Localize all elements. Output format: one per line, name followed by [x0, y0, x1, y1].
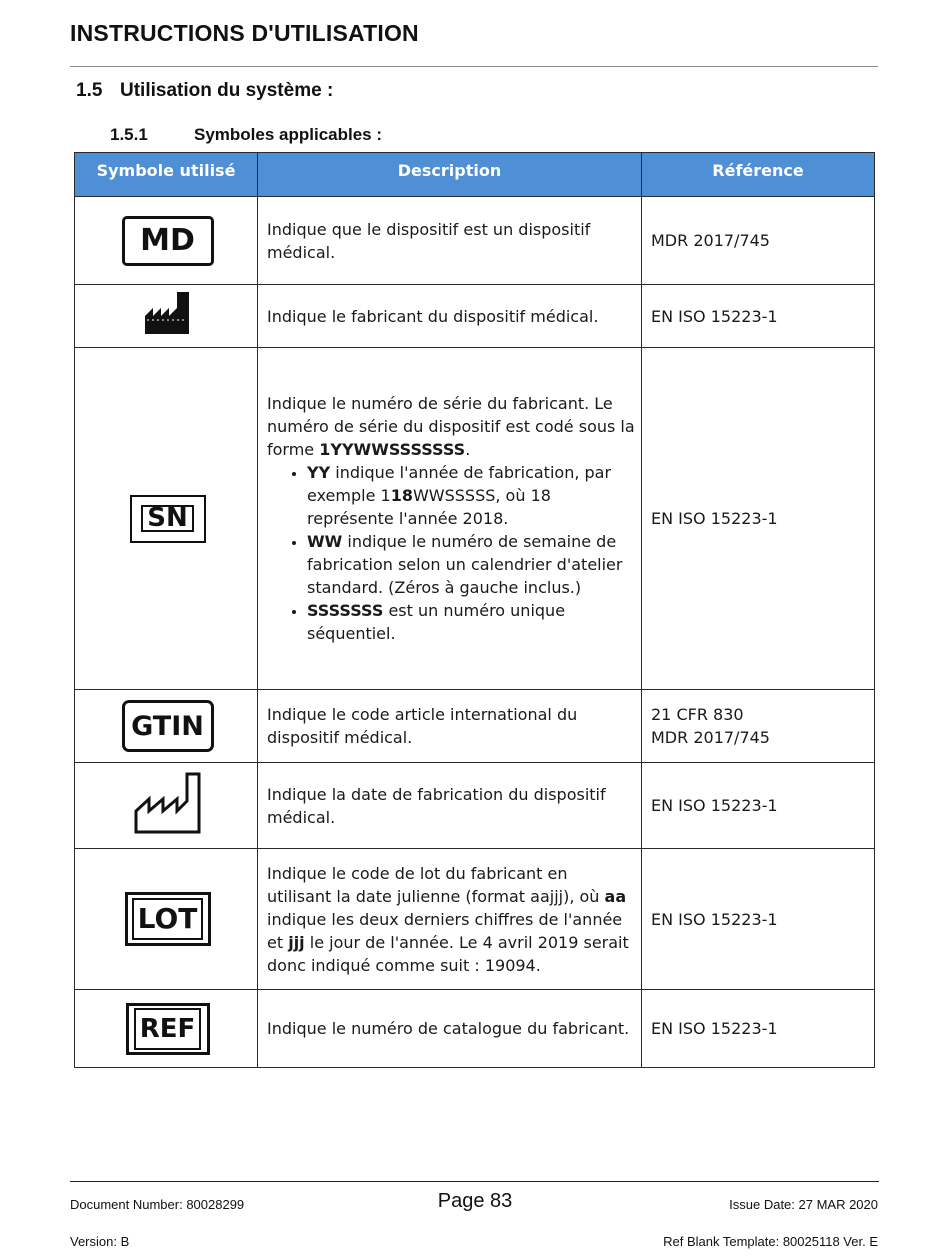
table-row	[75, 849, 875, 990]
row-reference: EN ISO 15223-1	[642, 348, 875, 690]
row-reference: EN ISO 15223-1	[642, 849, 875, 990]
section-number: 1.5	[76, 80, 103, 101]
list-item: • YY indique l'année de fabrication, par exemple 118WWSSSSS, où 18 représente l'année 2018.	[307, 461, 635, 530]
row-description: Indique que le dispositif est un dispositif médical.	[258, 197, 642, 285]
header-reference: Référence	[642, 153, 875, 197]
md-icon: MD	[122, 216, 214, 266]
version: Version: B	[70, 1234, 130, 1249]
manufacturer-icon	[143, 290, 193, 336]
subsection-heading	[110, 125, 382, 145]
row-description: Indique le numéro de catalogue du fabricant.	[258, 990, 642, 1068]
serial-format-list	[267, 461, 635, 645]
table-row	[75, 348, 875, 690]
header-symbol: Symbole utilisé	[75, 153, 258, 197]
date-of-manufacture-icon	[133, 771, 203, 835]
subsection-title: Symboles applicables :	[194, 125, 383, 144]
row-reference: EN ISO 15223-1	[642, 763, 875, 849]
sn-icon: SN	[130, 495, 206, 543]
section-title: Utilisation du système :	[120, 80, 334, 101]
document-number: Document Number: 80028299	[70, 1197, 245, 1212]
page-number: Page 83	[437, 1190, 513, 1212]
list-item: • WW indique le numéro de semaine de fabrication selon un calendrier d'atelier standard. (Zéros à gauche inclus.)	[307, 530, 635, 599]
issue-date: Issue Date: 27 MAR 2020	[729, 1197, 878, 1212]
gtin-icon: GTIN	[122, 700, 214, 752]
row-description: Indique la date de fabrication du dispositif médical.	[258, 763, 642, 849]
table-row	[75, 763, 875, 849]
row-reference: 21 CFR 830 MDR 2017/745	[642, 690, 875, 763]
table-row	[75, 990, 875, 1068]
header-divider	[70, 66, 878, 67]
template-reference: Ref Blank Template: 80025118 Ver. E	[663, 1234, 878, 1249]
header-description: Description	[258, 153, 642, 197]
row-description: Indique le code article international du dispositif médical.	[258, 690, 642, 763]
section-heading	[76, 80, 333, 102]
list-item: • SSSSSSS est un numéro unique séquentiel.	[307, 599, 635, 645]
row-description: Indique le fabricant du dispositif médical.	[258, 285, 642, 348]
subsection-number: 1.5.1	[110, 125, 148, 144]
table-row	[75, 285, 875, 348]
table-row	[75, 690, 875, 763]
footer-divider	[70, 1181, 879, 1182]
row-description: Indique le code de lot du fabricant en utilisant la date julienne (format aajjj), où aa indique les deux derniers chiffres de l'année et jjj le jour de l'année. Le 4 avril 2019 serait donc indiqué comme suit : 19094.	[258, 849, 642, 990]
row-reference: EN ISO 15223-1	[642, 990, 875, 1068]
row-description: Indique le numéro de série du fabricant. Le numéro de série du dispositif est codé sous la forme 1YYWWSSSSSSS. • YY indique l'année de fabrication, par exemple 118WWSSSSS, où 18 représente l'année 2018. • WW indique le numéro de semaine de fabrication selon un calendrier d'atelier standard. (Zéros à gauche inclus.) • SSSSSSS est un numéro unique séquentiel.	[258, 348, 642, 690]
row-reference: MDR 2017/745	[642, 197, 875, 285]
document-title: INSTRUCTIONS D'UTILISATION	[70, 20, 419, 46]
table-header-row	[75, 153, 875, 197]
lot-icon: LOT	[125, 892, 211, 946]
table-row	[75, 197, 875, 285]
symbols-table	[74, 152, 875, 1068]
row-reference: EN ISO 15223-1	[642, 285, 875, 348]
ref-icon: REF	[126, 1003, 210, 1055]
